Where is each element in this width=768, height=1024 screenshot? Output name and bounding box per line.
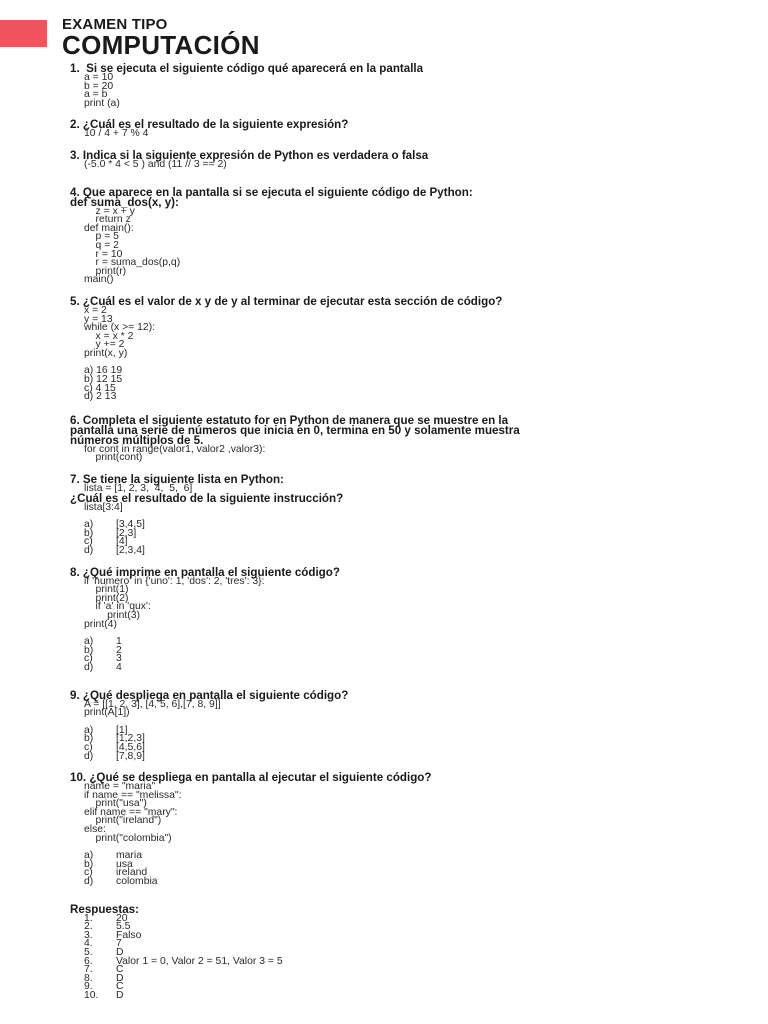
- question-4-title: 4. Que aparece en la pantalla si se ejecuta el siguiente código de Python: def suma_dos(x, y):: [70, 185, 473, 209]
- accent-bar: [0, 20, 47, 47]
- option: d) 4: [84, 661, 122, 673]
- option: b) 2: [84, 644, 122, 656]
- option: d) [7,8,9]: [84, 750, 145, 762]
- question-8-title: 8. ¿Qué imprime en pantalla el siguiente código?: [70, 565, 340, 579]
- question-1-code: a = 10 b = 20 a = b print (a): [84, 72, 120, 109]
- question-8-code: if 'numero' in {'uno': 1, 'dos': 2, 'tres': 3}: print(1) print(2) if 'a' in 'qux': print(3) print(4): [84, 575, 265, 630]
- option: c) 4 15: [84, 382, 116, 394]
- answer-item: 3. Falso: [84, 929, 142, 941]
- question-9-code: A = [[1, 2, 3], [4, 5, 6],[7, 8, 9]] print(A[1]): [84, 698, 221, 719]
- option: c) [4,5,6]: [84, 741, 145, 753]
- exam-content: [70, 64, 710, 1001]
- question-6-title: 6. Completa el siguiente estatuto for en Python de manera que se muestre en la pantalla una serie de números que inicia en 0, termina en 50 y solamente muestra números múltiplos de 5.: [70, 413, 520, 447]
- answers-title: Respuestas:: [70, 902, 139, 916]
- answer-item: 1. 20: [84, 912, 128, 924]
- question-10-title: 10. ¿Qué se despliega en pantalla al ejecutar el siguiente código?: [70, 771, 432, 785]
- answer-item: 2. 5.5: [84, 921, 131, 933]
- answer-item: 5. D: [84, 947, 124, 958]
- question-5-code: x = 2 y = 13 while (x >= 12): x = x * 2 y += 2 print(x, y): [84, 304, 156, 359]
- option: d) 2 13: [84, 391, 117, 403]
- answer-item: 6. Valor 1 = 0, Valor 2 = 51, Valor 3 = 5: [84, 955, 283, 967]
- question-7-options: [70, 521, 710, 555]
- option: b) [2,3]: [84, 527, 137, 539]
- question-7-code: lista = [1, 2, 3, 4, 5, 6]: [84, 483, 193, 495]
- option: a) 16 19: [84, 365, 123, 377]
- option: c) ireland: [84, 867, 148, 879]
- question-5-options: [70, 367, 710, 401]
- option: c) [4]: [84, 536, 128, 548]
- question-5-title: 5. ¿Cuál es el valor de x y de y al terminar de ejecutar esta sección de código?: [70, 294, 503, 308]
- document-header: [62, 16, 260, 60]
- answer-item: 7. C: [84, 964, 124, 976]
- question-2-title: 2. ¿Cuál es el resultado de la siguiente expresión?: [70, 118, 349, 132]
- option: b) usa: [84, 858, 133, 870]
- question-7-subtitle: ¿Cuál es el resultado de la siguiente instrucción?: [70, 491, 344, 505]
- question-9-options: [70, 724, 710, 762]
- option: a) [1]: [84, 724, 128, 736]
- question-2-code: 10 / 4 + 7 % 4: [84, 128, 149, 140]
- option: c) 3: [84, 653, 122, 665]
- question-4-code: z = x + y return z def main(): p = 5 q = 2 r = 10 r = suma_dos(p,q) print(r) main(): [84, 205, 181, 286]
- question-7-code-2: lista[3:4]: [84, 501, 123, 513]
- question-10-options: [70, 852, 710, 886]
- option: d) [2,3,4]: [84, 545, 145, 556]
- answer-item: 8. D: [84, 972, 124, 984]
- option: a) maria: [84, 850, 142, 862]
- option: b) 12 15: [84, 374, 123, 386]
- question-6-code: for cont in range(valor1, valor2 ,valor3): print(cont): [84, 443, 266, 464]
- answer-item: 9. C: [84, 981, 124, 993]
- option: b) [1,2,3]: [84, 733, 145, 745]
- question-10-code: name = "maria" if name == "melissa": print("usa") elif name == "mary": print("ireland") else: print("colombia"): [84, 781, 182, 844]
- question-7-title: 7. Se tiene la siguiente lista en Python:: [70, 473, 284, 487]
- option: d) colombia: [84, 876, 158, 888]
- question-9-title: 9. ¿Qué despliega en pantalla el siguiente código?: [70, 688, 349, 702]
- answer-item: 4. 7: [84, 938, 122, 950]
- question-8-options: [70, 638, 710, 672]
- exam-title: COMPUTACIÓN: [62, 30, 260, 60]
- option: a) 1: [84, 636, 122, 648]
- exam-kicker: EXAMEN TIPO: [62, 16, 168, 33]
- question-1-title: 1. Si se ejecuta el siguiente código qué aparecerá en la pantalla: [70, 62, 424, 75]
- answers-list: [70, 912, 710, 1001]
- question-3-code: (-5.0 * 4 < 5 ) and (11 // 3 == 2): [84, 158, 227, 170]
- answer-item: 10. D: [84, 989, 124, 1001]
- question-3-title: 3. Indica si la siguiente expresión de Python es verdadera o falsa: [70, 148, 429, 162]
- option: a) [3,4,5]: [84, 519, 145, 531]
